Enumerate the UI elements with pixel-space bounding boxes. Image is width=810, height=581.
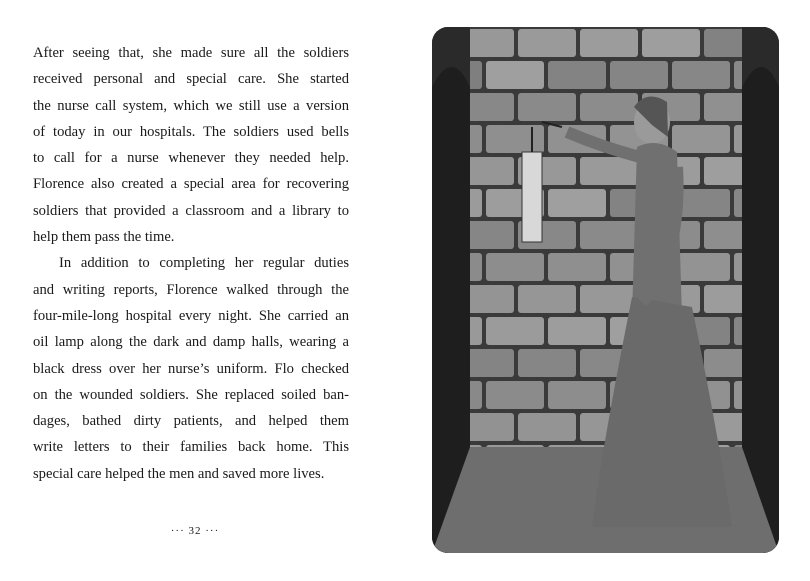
brick	[580, 285, 638, 313]
brick	[672, 125, 730, 153]
body-text	[33, 40, 349, 487]
brick	[580, 93, 638, 121]
brick	[518, 93, 576, 121]
text-line: black dress over her nurse’s uniform. Flo checked	[33, 360, 349, 377]
brick	[672, 61, 730, 89]
brick	[486, 61, 544, 89]
text-line: dages, bathed dirty patients, and helped them	[33, 413, 349, 430]
text-line: soldiers that provided a classroom and a library to	[33, 202, 349, 219]
brick	[518, 349, 576, 377]
text-line: to call for a nurse whenever they needed help.	[33, 150, 349, 167]
brick	[642, 29, 700, 57]
illustration-florence-with-lamp	[432, 27, 779, 553]
brick	[518, 413, 576, 441]
brick	[486, 125, 544, 153]
text-line: Florence also created a special area for recovering	[33, 176, 349, 193]
brick	[486, 253, 544, 281]
text-line: oil lamp along the dark and damp halls, wearing a	[33, 334, 349, 351]
text-line: the nurse call system, which we still use a version	[33, 97, 349, 114]
brick	[580, 157, 638, 185]
brick	[548, 61, 606, 89]
text-line: four-mile-long hospital every night. She carried an	[33, 307, 349, 324]
brick	[548, 189, 606, 217]
brick	[486, 381, 544, 409]
brick	[610, 61, 668, 89]
brick	[548, 317, 606, 345]
brick	[486, 317, 544, 345]
text-line: on the wounded soldiers. She replaced soiled ban-	[33, 386, 349, 403]
page-number: ··· 32 ···	[170, 525, 220, 537]
text-line: help them pass the time.	[33, 229, 175, 246]
brick	[580, 221, 638, 249]
text-line: of today in our hospitals. The soldiers used bells	[33, 123, 349, 140]
brick	[548, 253, 606, 281]
brick	[518, 285, 576, 313]
text-line: write letters to their families back home. This	[33, 439, 349, 456]
text-line: In addition to completing her regular duties	[59, 255, 349, 272]
text-line: After seeing that, she made sure all the soldiers	[33, 45, 349, 61]
brick	[548, 381, 606, 409]
text-line: and writing reports, Florence walked through the	[33, 281, 349, 298]
text-line: received personal and special care. She started	[33, 71, 349, 88]
brick	[518, 29, 576, 57]
text-line: special care helped the men and saved more lives.	[33, 465, 325, 482]
brick	[580, 29, 638, 57]
